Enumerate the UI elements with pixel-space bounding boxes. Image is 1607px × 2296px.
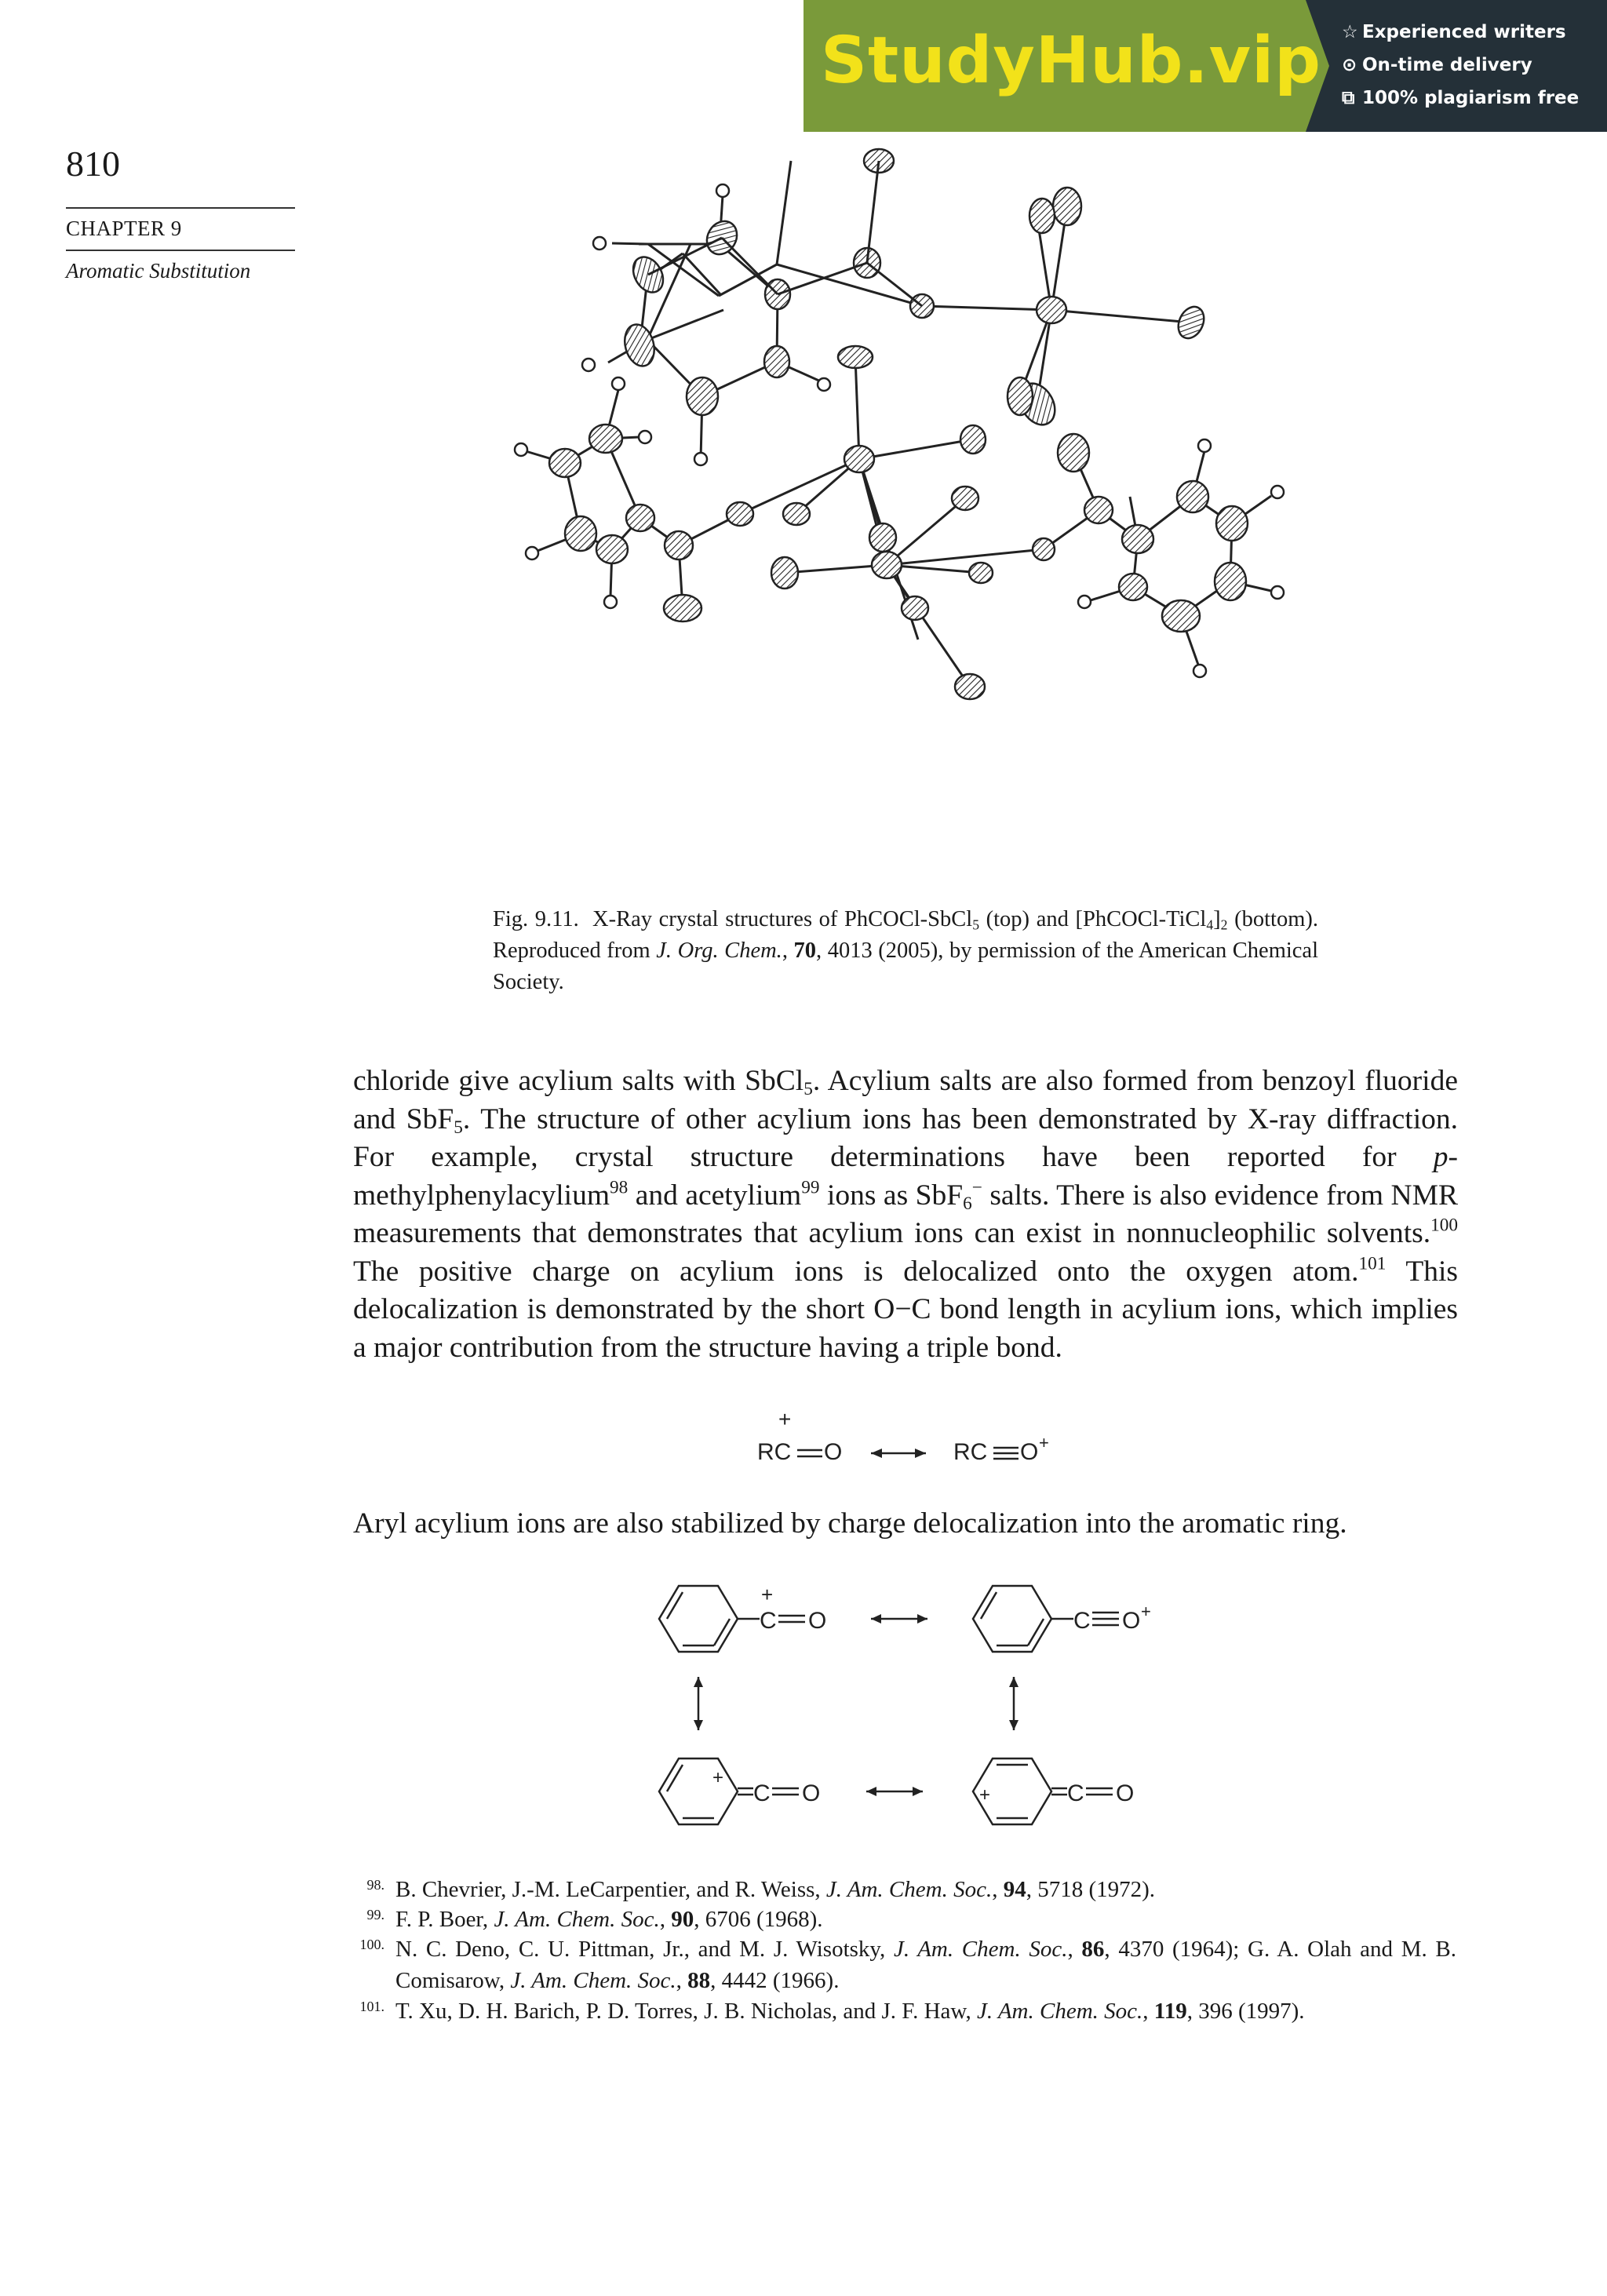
footnote-ref-99[interactable]: 99 bbox=[801, 1177, 820, 1198]
bottom-structure-atoms bbox=[549, 346, 1248, 699]
footnote-ref-101[interactable]: 101 bbox=[1358, 1253, 1387, 1274]
acylium-resonance-scheme bbox=[745, 1405, 1067, 1475]
scheme2-plus-bl: + bbox=[712, 1767, 724, 1788]
scheme1-plus: + bbox=[778, 1407, 792, 1431]
brand-logo[interactable]: StudyHub.vip bbox=[821, 24, 1321, 98]
body-paragraph-2: Aryl acylium ions are also stabilized by charge delocalization into the aromatic ring. bbox=[353, 1507, 1347, 1540]
figure-label: Fig. 9.11. bbox=[493, 907, 579, 931]
chapter-label: CHAPTER 9 bbox=[66, 217, 182, 240]
sidebar-rule-top bbox=[66, 207, 295, 209]
journal-name: J. Org. Chem. bbox=[656, 938, 782, 963]
benzene-ring-top-right bbox=[973, 1586, 1051, 1652]
sidebar-rule-bottom bbox=[66, 250, 295, 251]
feature-experienced-writers: ☆ Experienced writers bbox=[1342, 22, 1566, 42]
footnote-98: 98. B. Chevrier, J.-M. LeCarpentier, and R. Weiss, J. Am. Chem. Soc., 94, 5718 (1972). bbox=[366, 1877, 1156, 1902]
scheme2-c-tl: C bbox=[760, 1608, 777, 1634]
scheme1-right-o: O bbox=[1020, 1439, 1039, 1465]
scheme2-o-br: O bbox=[1116, 1780, 1135, 1806]
scheme2-c-bl: C bbox=[753, 1780, 771, 1806]
copy-icon: ⧉ bbox=[1342, 88, 1355, 108]
page-number: 810 bbox=[66, 144, 120, 184]
bottom-structure-bonds bbox=[565, 357, 1232, 687]
scheme2-plus-br: + bbox=[979, 1784, 991, 1806]
chapter-title: Aromatic Substitution bbox=[66, 259, 251, 282]
scheme1-right-plus: + bbox=[1039, 1433, 1049, 1452]
crystal-structures-figure bbox=[471, 137, 1334, 887]
top-structure-atoms bbox=[621, 149, 1209, 431]
footnote-ref-100[interactable]: 100 bbox=[1430, 1215, 1458, 1236]
footnote-101: 101. T. Xu, D. H. Barich, P. D. Torres, J. B. Nicholas, and J. F. Haw, J. Am. Chem. Soc., 119, 396 (1997). bbox=[359, 1999, 1305, 2024]
footnote-99: 99. F. P. Boer, J. Am. Chem. Soc., 90, 6706 (1968). bbox=[366, 1907, 823, 1932]
body-paragraph-1: chloride give acylium salts with SbCl$_5$. Acylium salts are also formed from benzoyl fluoride and SbF$_5$. The structure of other acylium ions has been demonstrated by X-ray diffraction. For example, crystal structure determinations have been reported for p-methylphenylacylium$^{98}$ and acetylium$^{99}$ ions as SbF$_6$− salts. There is also evidence from NMR measurements that demonstrates that acylium ions can exist in nonnucleophilic solvents.$^{100}$ The positive charge on acylium ions is delocalized onto the oxygen atom.$^{101}$ This delocalization is demonstrated by the short O−C bond length in acylium ions, which implies a major contribution from the structure having a triple bond. bbox=[353, 1065, 1458, 1364]
scheme2-plus-tr: + bbox=[1141, 1602, 1151, 1621]
scheme1-left-rc: RC bbox=[757, 1439, 792, 1465]
scheme2-c-br: C bbox=[1067, 1780, 1084, 1806]
benzene-ring-top-left bbox=[659, 1586, 738, 1652]
scheme1-right-rc: RC bbox=[953, 1439, 988, 1465]
aryl-acylium-resonance-scheme bbox=[643, 1573, 1177, 1832]
clock-icon: ⊙ bbox=[1342, 55, 1357, 75]
footnote-ref-98[interactable]: 98 bbox=[610, 1177, 629, 1198]
star-icon: ☆ bbox=[1342, 22, 1358, 42]
resonance-arrow-right-head bbox=[915, 1449, 926, 1458]
feature-plagiarism-free: ⧉ 100% plagiarism free bbox=[1342, 88, 1580, 108]
top-structure-h-atoms bbox=[582, 184, 830, 465]
figure-caption: Fig. 9.11. X-Ray crystal structures of PhCOCl-SbCl$_5$ (top) and $[PhCOCl-TiCl_4]_2$ (bottom). Reproduced from J. Org. Chem., 70, 4013 (2005), by permission of the American Chemical Society. bbox=[493, 907, 1318, 994]
resonance-arrow-left-head bbox=[871, 1449, 882, 1458]
scheme2-plus-tl: + bbox=[761, 1583, 774, 1606]
scheme1-left-o: O bbox=[824, 1439, 843, 1465]
footnote-100: 100. N. C. Deno, C. U. Pittman, Jr., and M. J. Wisotsky, J. Am. Chem. Soc., 86, 4370 (1964); G. A. Olah and M. B. Comisarow, J. Am. Chem. Soc., 88, 4442 (1966). bbox=[359, 1937, 1457, 1993]
scheme2-o-tr: O bbox=[1122, 1608, 1141, 1634]
scheme2-c-tr: C bbox=[1073, 1608, 1091, 1634]
scheme2-o-bl: O bbox=[802, 1780, 821, 1806]
scheme2-o-tl: O bbox=[808, 1608, 827, 1634]
ring-bottom-left bbox=[659, 1758, 738, 1824]
feature-on-time-delivery: ⊙ On-time delivery bbox=[1342, 55, 1532, 75]
